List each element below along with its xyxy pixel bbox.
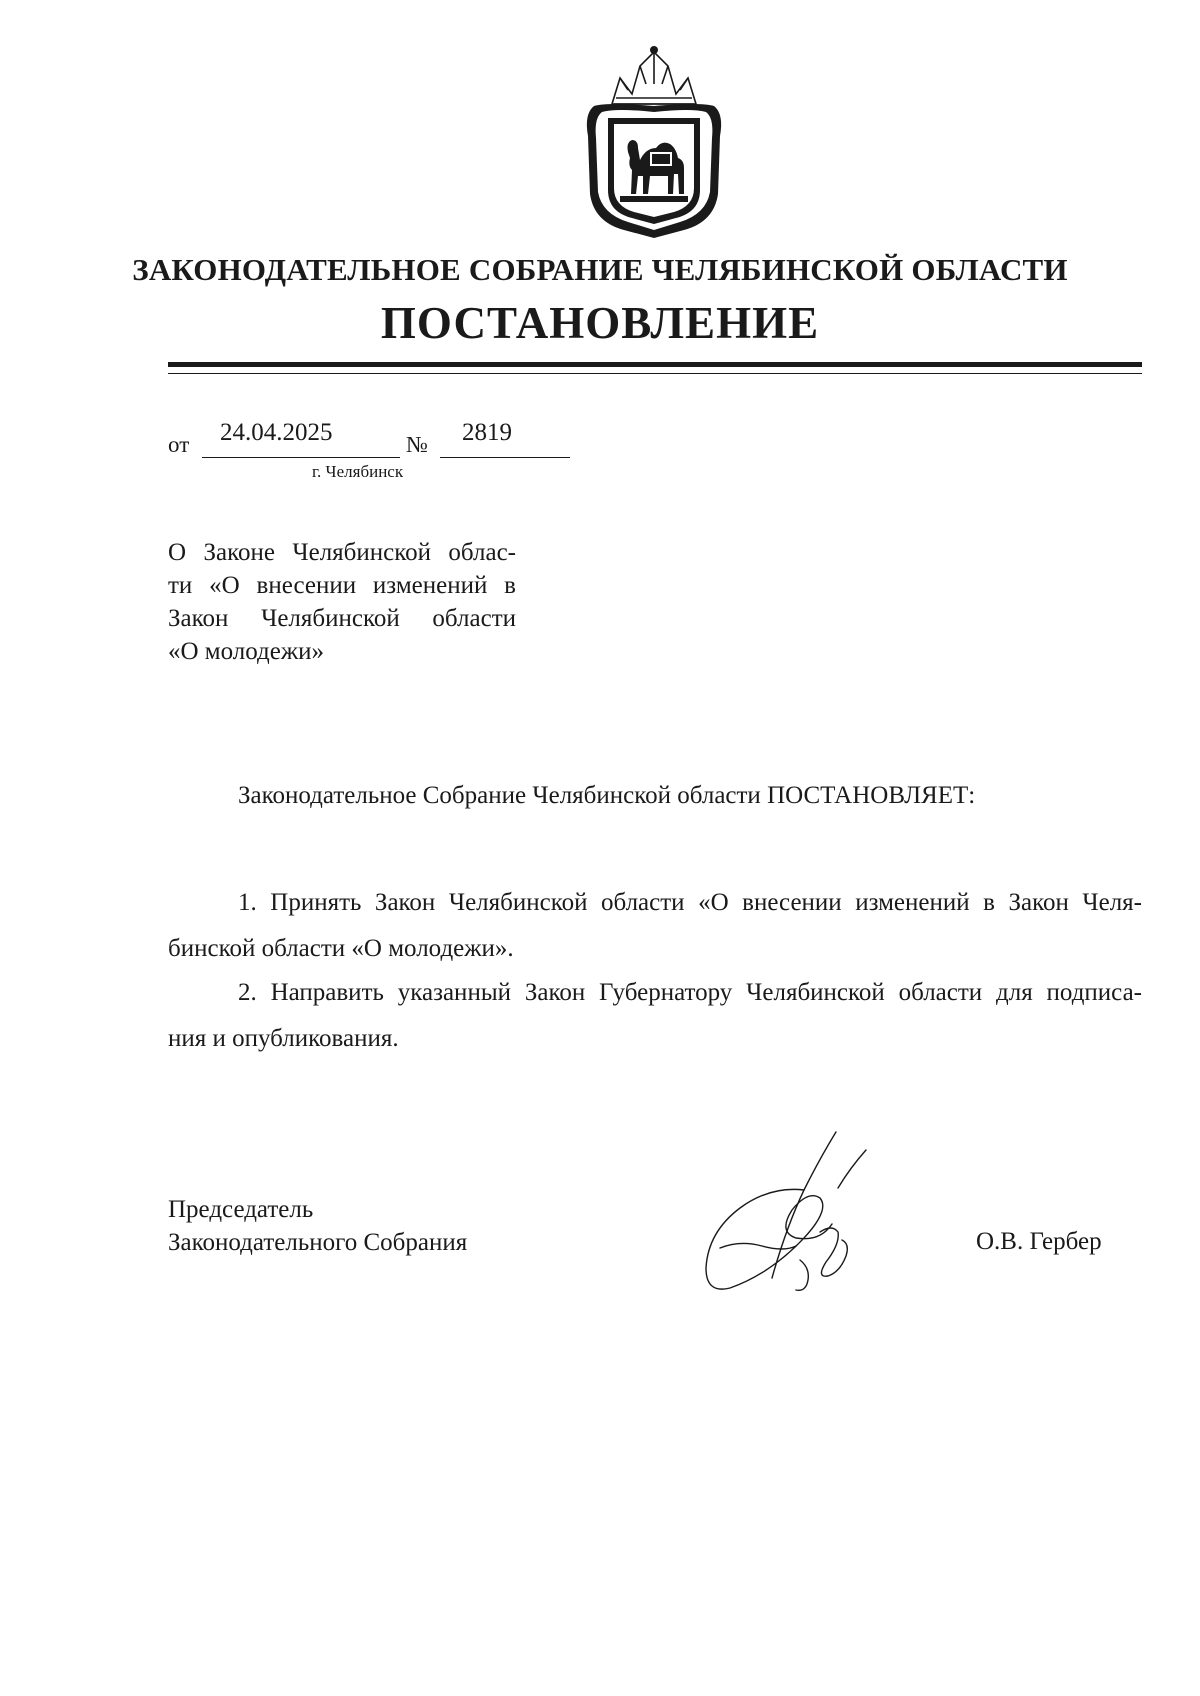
item-line: ния и опубликования.	[168, 1025, 399, 1052]
resolution-item	[168, 880, 1142, 972]
document-type-heading: ПОСТАНОВЛЕНИЕ	[380, 298, 820, 348]
item-line: 1. Принять Закон Челябинской области «О внесении изменений в Закон Челя-	[238, 889, 1142, 916]
date-label: от	[168, 432, 190, 457]
subject-line: Закон Челябинской области	[168, 605, 516, 632]
item-line: 2. Направить указанный Закон Губернатору Челябинской области для подписа-	[238, 979, 1142, 1006]
coat-of-arms-icon	[580, 44, 728, 240]
document-subject	[168, 536, 516, 668]
date-underline	[202, 457, 400, 458]
header-rule-thin	[168, 373, 1142, 374]
subject-line: О Законе Челябинской облас-	[168, 539, 516, 566]
position-line: Законодательного Собрания	[168, 1229, 468, 1256]
city-label: г. Челябинск	[312, 462, 404, 481]
signatory-name: О.В. Гербер	[976, 1228, 1102, 1255]
subject-line: ти «О внесении изменений в	[168, 572, 516, 599]
header-rule-thick	[168, 362, 1142, 367]
position-line: Председатель	[168, 1196, 314, 1223]
item-line: бинской области «О молодежи».	[168, 935, 514, 962]
signatory-position	[168, 1193, 467, 1259]
document-date: 24.04.2025	[220, 419, 333, 446]
preamble-text: Законодательное Собрание Челябинской области ПОСТАНОВЛЯЕТ:	[238, 782, 976, 809]
handwritten-signature-icon	[700, 1128, 920, 1298]
subject-line: «О молодежи»	[168, 638, 325, 665]
number-label: №	[406, 432, 428, 457]
number-underline	[440, 457, 570, 458]
organization-title: ЗАКОНОДАТЕЛЬНОЕ СОБРАНИЕ ЧЕЛЯБИНСКОЙ ОБЛАСТИ	[132, 252, 1068, 287]
resolution-item	[168, 970, 1142, 1062]
document-number: 2819	[462, 419, 512, 446]
